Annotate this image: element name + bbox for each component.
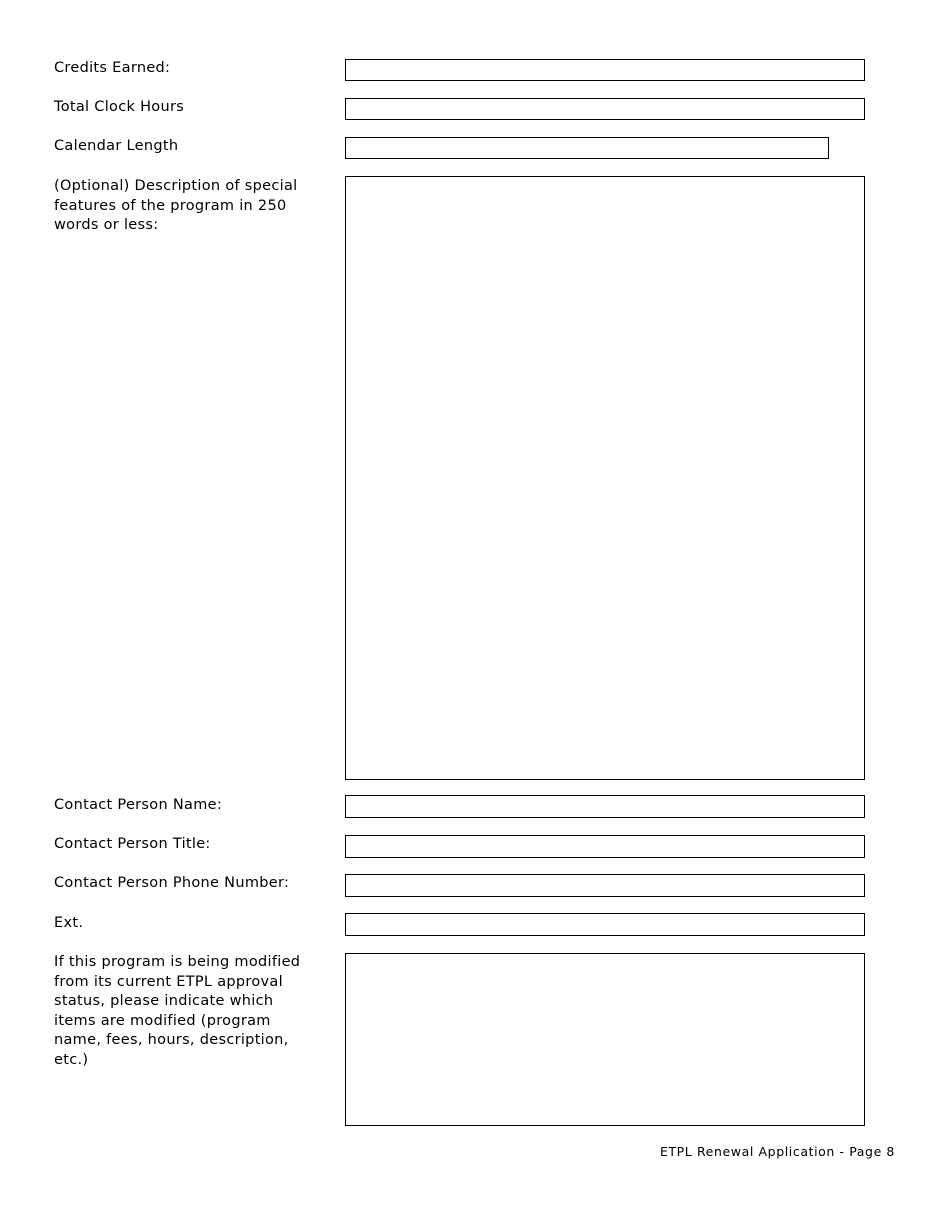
modified-items-textarea[interactable]	[345, 953, 865, 1126]
extension-input[interactable]	[345, 913, 865, 936]
total-clock-hours-label: Total Clock Hours	[54, 99, 185, 115]
contact-person-phone-label: Contact Person Phone Number:	[54, 875, 290, 891]
contact-person-phone-input[interactable]	[345, 874, 865, 897]
contact-person-name-input[interactable]	[345, 795, 865, 818]
page-footer: ETPL Renewal Application - Page 8	[659, 1144, 895, 1159]
extension-label: Ext.	[54, 915, 84, 931]
credits-earned-input[interactable]	[345, 59, 865, 81]
special-features-textarea[interactable]	[345, 176, 865, 780]
total-clock-hours-input[interactable]	[345, 98, 865, 120]
calendar-length-input[interactable]	[345, 137, 829, 159]
contact-person-name-label: Contact Person Name:	[54, 797, 223, 813]
credits-earned-label: Credits Earned:	[54, 60, 171, 76]
special-features-label: (Optional) Description of special features of the program in 250 words or less:	[54, 178, 298, 233]
contact-person-title-input[interactable]	[345, 835, 865, 858]
contact-person-title-label: Contact Person Title:	[54, 836, 211, 852]
modified-items-label: If this program is being modified from its current ETPL approval status, please indicate which items are modified (program name, fees, hours, description, etc.)	[54, 954, 301, 1068]
calendar-length-label: Calendar Length	[54, 138, 179, 154]
